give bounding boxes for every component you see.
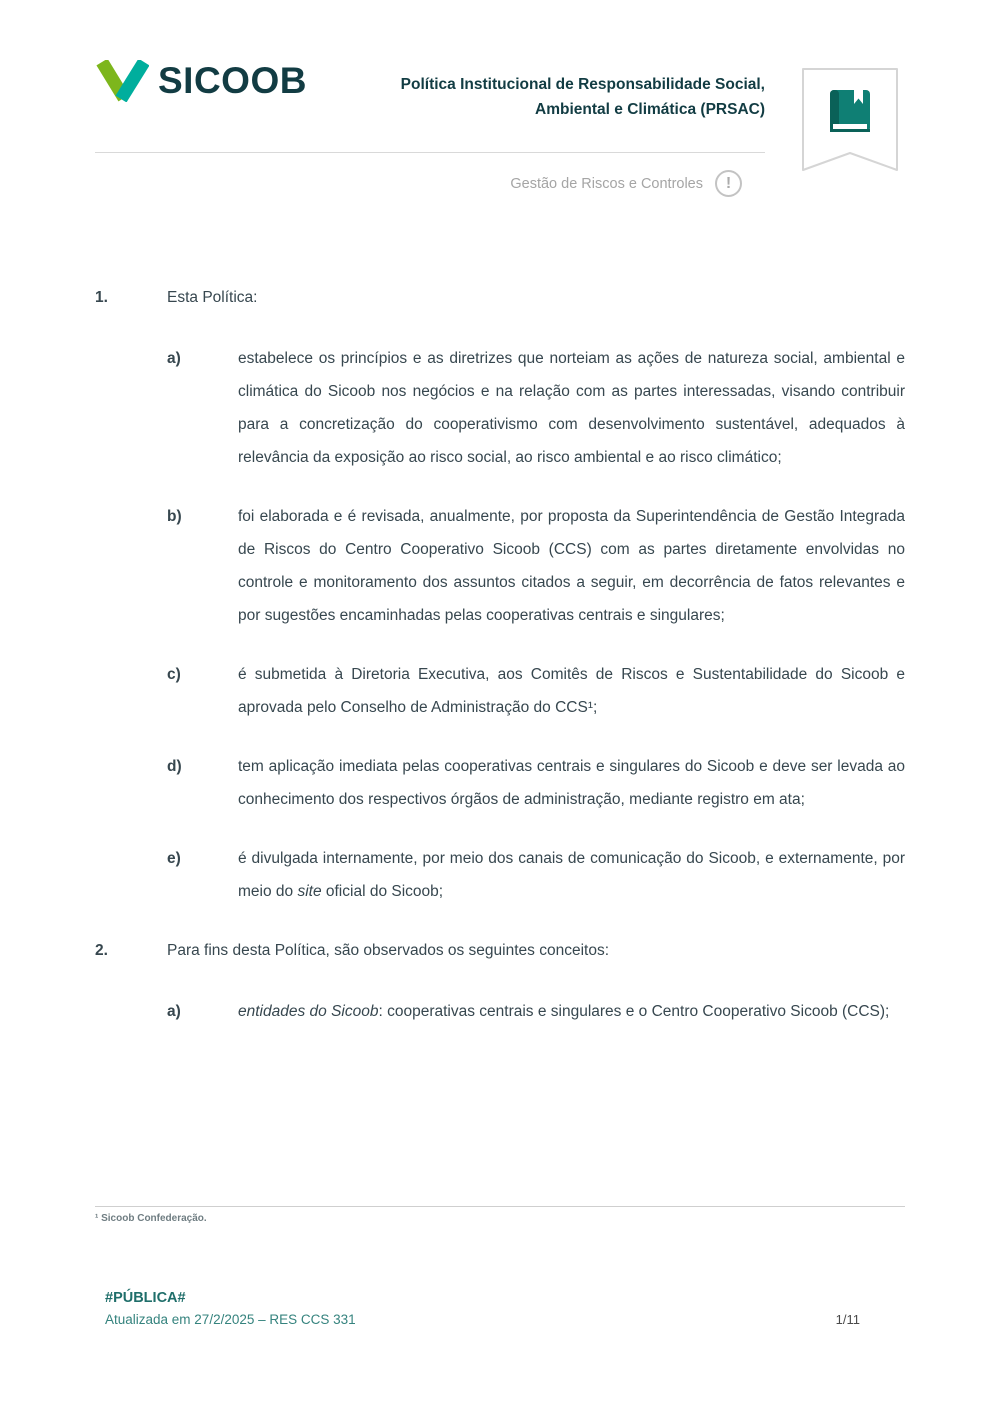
list-item-2 [95, 934, 905, 967]
document-subtitle [330, 170, 742, 197]
document-title [330, 72, 765, 122]
title-line-1: Política Institucional de Responsabilidade Social, [400, 76, 765, 93]
title-line-2: Ambiental e Climática (PRSAC) [535, 101, 765, 118]
list-subitem-1b [167, 500, 905, 632]
subitem-letter: d) [167, 758, 182, 775]
book-icon [800, 66, 900, 174]
list-subitem-1c [167, 658, 905, 724]
alert-exclamation-icon: ! [715, 170, 742, 197]
list-subitem-1d [167, 750, 905, 816]
document-body [95, 281, 905, 1054]
footnote-text: ¹ Sicoob Confederação. [95, 1213, 207, 1224]
header-divider [95, 152, 765, 153]
subitem-letter: c) [167, 666, 181, 683]
subitem-letter: a) [167, 1003, 181, 1020]
subitem-letter: e) [167, 850, 181, 867]
subitem-text: é submetida à Diretoria Executiva, aos Comitês de Riscos e Sustentabilidade do Sicoob e aprovada pelo Conselho de Administração do CCS¹; [238, 666, 905, 716]
subitem-text: entidades do Sicoob: cooperativas centrais e singulares e o Centro Cooperativo Sicoob (CCS); [238, 1003, 890, 1020]
subitem-text: foi elaborada e é revisada, anualmente, por proposta da Superintendência de Gestão Integrada de Riscos do Centro Cooperativo Sicoob (CCS) com as partes diretamente envolvidas no controle e monitoramento dos assuntos citados a seguir, em decorrência de fatos relevantes e por sugestões encaminhadas pelas cooperativas centrais e singulares; [238, 508, 905, 624]
classification-label: #PÚBLICA# [105, 1290, 186, 1306]
list-item-1 [95, 281, 905, 314]
sicoob-logo [95, 60, 307, 102]
item-label: Esta Política: [167, 289, 258, 306]
subtitle-text: Gestão de Riscos e Controles [510, 175, 703, 192]
subitem-text: estabelece os princípios e as diretrizes que norteiam as ações de natureza social, ambiental e climática do Sicoob nos negócios e na relação com as partes interessadas, visando contribuir para a concretização do cooperativismo com desenvolvimento sustentável, adequados à relevância da exposição ao risco social, ao risco ambiental e ao risco climático; [238, 350, 905, 466]
subitem-text: tem aplicação imediata pelas cooperativas centrais e singulares do Sicoob e deve ser levada ao conhecimento dos respectivos órgãos de administração, mediante registro em ata; [238, 758, 905, 808]
item-number: 2. [95, 942, 108, 959]
sicoob-chevron-icon [95, 60, 149, 102]
book-badge [800, 66, 900, 179]
page-number: 1/11 [835, 1312, 860, 1327]
list-subitem-1e [167, 842, 905, 908]
list-subitem-2a [167, 995, 905, 1028]
footnote-divider [95, 1206, 905, 1207]
list-subitem-1a [167, 342, 905, 474]
revision-label: Atualizada em 27/2/2025 – RES CCS 331 [105, 1312, 356, 1327]
sicoob-logo-text: SICOOB [158, 60, 307, 101]
subitem-letter: a) [167, 350, 181, 367]
subitem-letter: b) [167, 508, 182, 525]
item-label: Para fins desta Política, são observados os seguintes conceitos: [167, 942, 609, 959]
item-number: 1. [95, 289, 108, 306]
subitem-text: é divulgada internamente, por meio dos canais de comunicação do Sicoob, e externamente, por meio do site oficial do Sicoob; [238, 850, 905, 900]
